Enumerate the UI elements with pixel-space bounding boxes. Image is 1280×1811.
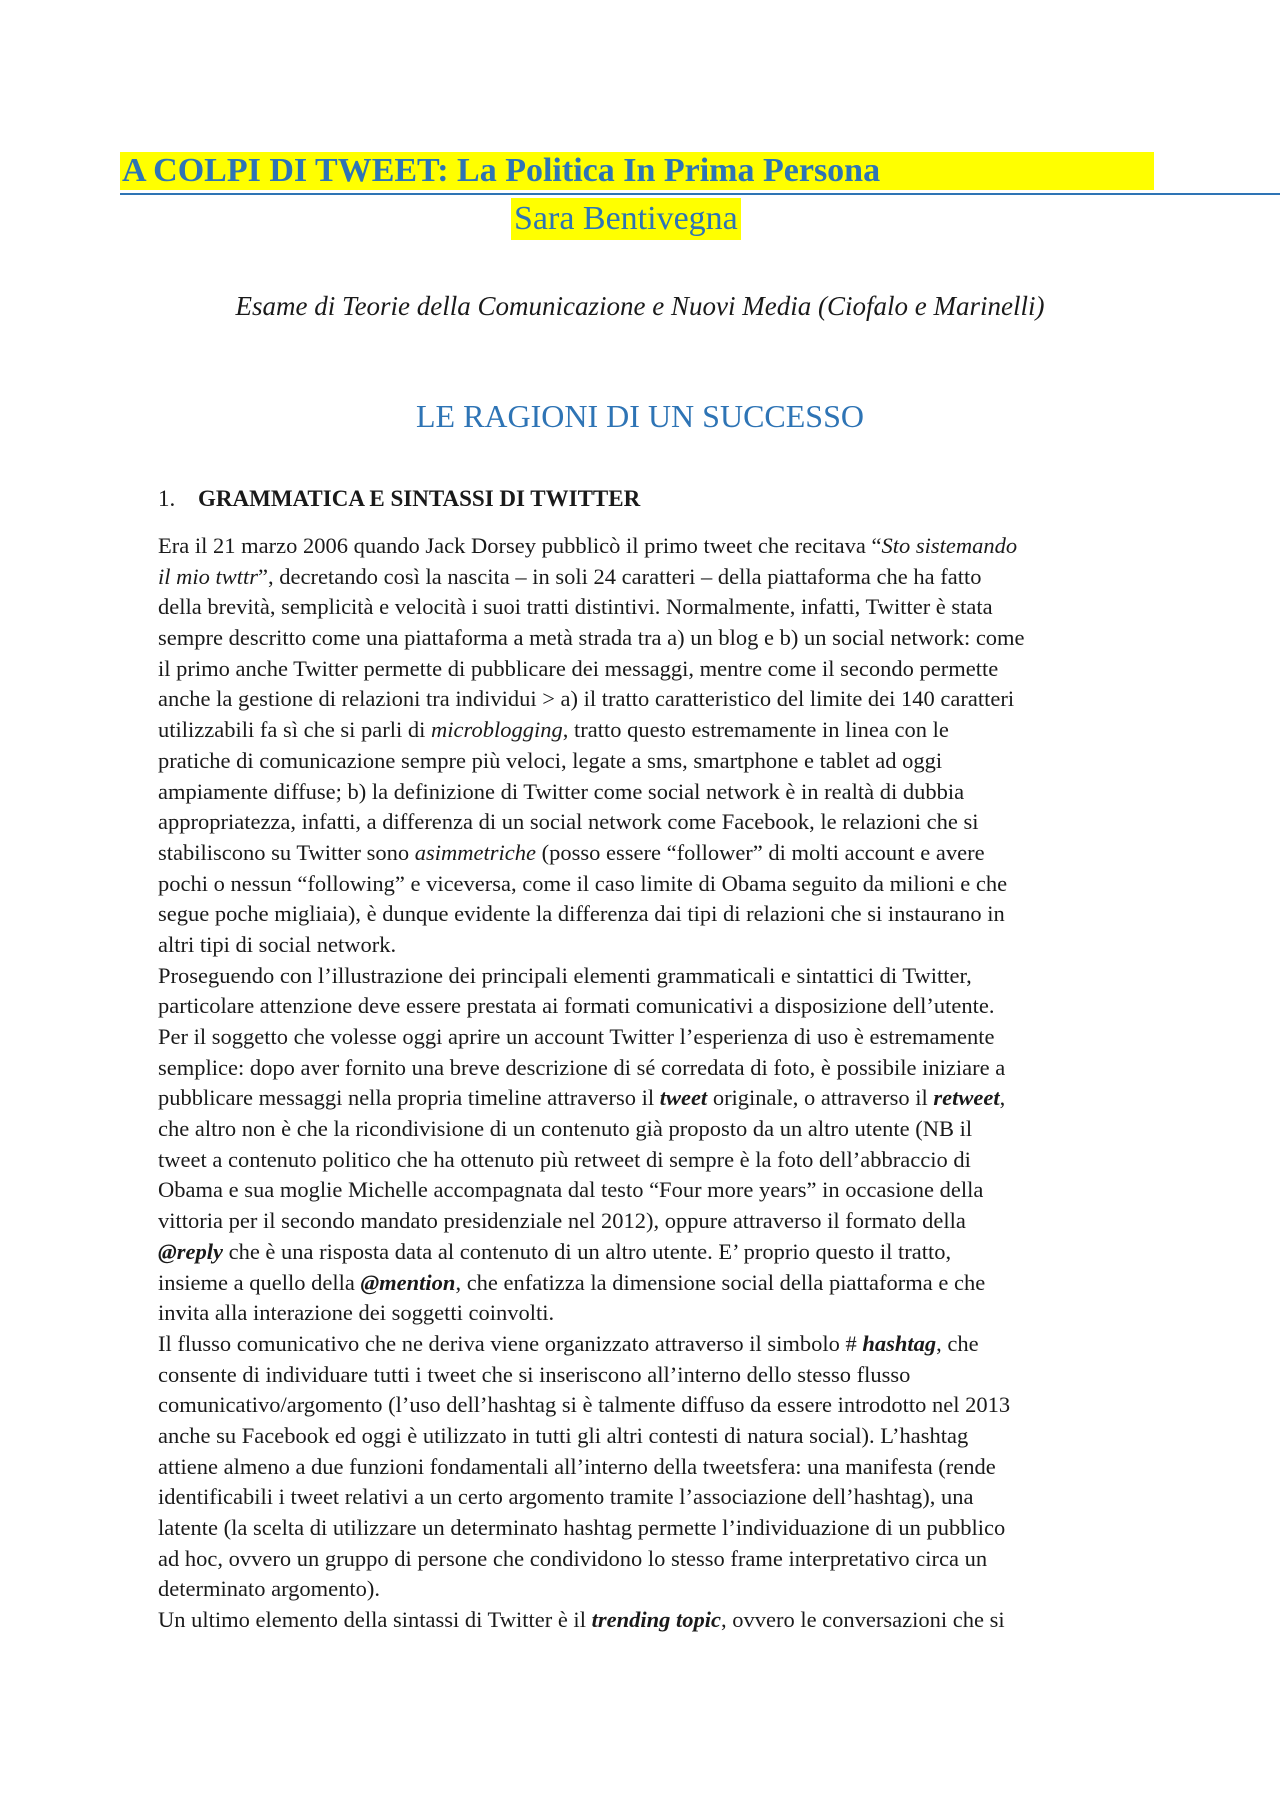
text-run: originale, o attraverso il: [707, 1085, 934, 1111]
text-run: attiene almeno a due funzioni fondamentali all’interno della tweetsfera: una manifesta (rende: [158, 1453, 996, 1479]
text-line: [158, 1482, 1158, 1513]
text-run: altri tipi di social network.: [158, 931, 397, 957]
text-run: semplice: dopo aver fornito una breve descrizione di sé corredata di foto, è possibile iniziare a: [158, 1054, 1006, 1080]
text-run: Sto sistemando: [881, 533, 1018, 558]
text-line: [158, 1544, 1158, 1575]
text-line: [158, 562, 1158, 593]
text-line: [158, 991, 1158, 1022]
text-line: [158, 592, 1158, 623]
text-line: [158, 1145, 1158, 1176]
text-line: [158, 899, 1158, 930]
text-run: @reply: [158, 1238, 223, 1264]
document-subtitle: Esame di Teorie della Comunicazione e Nuovi Media (Ciofalo e Marinelli): [235, 291, 1045, 321]
text-line: [158, 1390, 1158, 1421]
text-run: il mio twttr: [158, 563, 259, 589]
text-run: che altro non è che la ricondivisione di un contenuto già proposto da un altro utente (NB il: [158, 1116, 973, 1142]
document-title: A COLPI DI TWEET: La Politica In Prima Persona: [120, 152, 1154, 190]
text-run: trending topic: [591, 1607, 721, 1633]
text-line: [158, 531, 1158, 562]
text-run: (posso essere “follower” di molti account e avere: [536, 839, 985, 865]
text-line: [158, 1175, 1158, 1206]
heading-number: 1.: [158, 486, 176, 511]
text-run: asimmetriche: [414, 839, 536, 865]
text-line: [158, 1360, 1158, 1391]
text-line: [158, 869, 1158, 900]
text-run: hashtag: [862, 1330, 937, 1356]
section-heading: [158, 483, 640, 515]
text-run: segue poche migliaia), è dunque evidente la differenza dai tipi di relazioni che si instaurano in: [158, 901, 1005, 927]
text-run: appropriatezza, infatti, a differenza di un social network come Facebook, le relazioni che si: [158, 809, 979, 835]
text-run: comunicativo/argomento (l’uso dell’hashtag si è talmente diffuso da essere introdotto nel 2013: [158, 1392, 1011, 1418]
section-title: LE RAGIONI DI UN SUCCESSO: [415, 398, 864, 434]
text-run: ”, decretando così la nascita – in soli 24 caratteri – della piattaforma che ha fatto: [258, 563, 982, 589]
text-line: [158, 715, 1158, 746]
text-line: [158, 777, 1158, 808]
text-run: tweet: [659, 1085, 708, 1111]
text-run: Obama e sua moglie Michelle accompagnata dal testo “Four more years” in occasione della: [158, 1177, 984, 1203]
text-line: [158, 930, 1158, 961]
text-run: insieme a quello della: [158, 1269, 361, 1295]
text-line: [158, 1574, 1158, 1605]
text-run: , che enfatizza la dimensione social della piattaforma e che: [455, 1269, 986, 1295]
text-run: ad hoc, ovvero un gruppo di persone che condividono lo stesso frame interpretativo circa un: [158, 1545, 988, 1571]
text-run: Un ultimo elemento della sintassi di Twitter è il: [158, 1607, 592, 1633]
text-line: [158, 1114, 1158, 1145]
title-underline: [120, 193, 1280, 195]
text-line: [158, 1452, 1158, 1483]
text-line: [158, 1237, 1158, 1268]
text-run: , tratto questo estremamente in linea con le: [562, 717, 949, 743]
body-text: [158, 531, 1158, 1636]
text-run: @mention: [360, 1269, 456, 1295]
text-line: [158, 1329, 1158, 1360]
text-line: [158, 1083, 1158, 1114]
document-author: Sara Bentivegna: [511, 198, 741, 240]
text-line: [158, 1421, 1158, 1452]
text-run: ,: [999, 1085, 1006, 1111]
text-run: microblogging: [431, 717, 563, 743]
text-run: determinato argomento).: [158, 1576, 381, 1602]
text-line: [158, 1605, 1158, 1636]
text-line: [158, 623, 1158, 654]
text-line: [158, 1298, 1158, 1329]
text-run: retweet: [933, 1085, 1000, 1111]
text-run: vittoria per il secondo mandato presidenziale nel 2012), oppure attraverso il formato della: [158, 1208, 966, 1234]
text-run: che è una risposta data al contenuto di un altro utente. E’ proprio questo il tratto,: [222, 1238, 952, 1264]
text-run: Per il soggetto che volesse oggi aprire un account Twitter l’esperienza di uso è estremamente: [158, 1024, 995, 1049]
text-run: della brevità, semplicità e velocità i suoi tratti distintivi. Normalmente, infatti, Twitter è stata: [158, 594, 993, 620]
text-line: [158, 807, 1158, 838]
text-run: ampiamente diffuse; b) la definizione di Twitter come social network è in realtà di dubbia: [158, 778, 965, 804]
text-run: particolare attenzione deve essere prestata ai formati comunicativi a disposizione dell’utente.: [158, 993, 995, 1019]
text-run: , ovvero le conversazioni che si: [720, 1607, 1005, 1633]
text-run: Il flusso comunicativo che ne deriva viene organizzato attraverso il simbolo #: [158, 1330, 863, 1356]
text-run: pubblicare messaggi nella propria timeline attraverso il: [158, 1085, 660, 1111]
heading-text: GRAMMATICA E SINTASSI DI TWITTER: [198, 486, 641, 511]
text-run: anche su Facebook ed oggi è utilizzato in tutti gli altri contesti di natura social). L’hashtag: [158, 1422, 969, 1448]
text-line: [158, 961, 1158, 992]
text-run: , che: [936, 1330, 979, 1356]
text-run: il primo anche Twitter permette di pubblicare dei messaggi, mentre come il secondo permette: [158, 655, 999, 681]
text-run: anche la gestione di relazioni tra individui > a) il tratto caratteristico del limite dei 140 caratteri: [158, 686, 1015, 712]
text-line: [158, 1022, 1158, 1053]
text-run: Era il 21 marzo 2006 quando Jack Dorsey pubblicò il primo tweet che recitava “: [158, 533, 882, 558]
text-run: identificabili i tweet relativi a un certo argomento tramite l’associazione dell’hashtag), una: [158, 1484, 974, 1510]
text-line: [158, 1053, 1158, 1084]
text-run: pratiche di comunicazione sempre più veloci, legate a sms, smartphone e tablet ad oggi: [158, 747, 943, 773]
text-line: [158, 654, 1158, 685]
text-line: [158, 1268, 1158, 1299]
text-run: pochi o nessun “following” e viceversa, come il caso limite di Obama seguito da milioni e che: [158, 870, 1008, 896]
text-line: [158, 684, 1158, 715]
text-line: [158, 838, 1158, 869]
text-run: latente (la scelta di utilizzare un determinato hashtag permette l’individuazione di un pubblico: [158, 1515, 1006, 1540]
text-run: utilizzabili fa sì che si parli di: [158, 717, 432, 743]
text-run: tweet a contenuto politico che ha ottenuto più retweet di sempre è la foto dell’abbraccio di: [158, 1146, 971, 1172]
text-run: stabiliscono su Twitter sono: [158, 839, 415, 865]
title-row: [120, 152, 1280, 198]
text-run: consente di individuare tutti i tweet che si inseriscono all’interno dello stesso flusso: [158, 1361, 911, 1387]
text-line: [158, 746, 1158, 777]
text-run: sempre descritto come una piattaforma a metà strada tra a) un blog e b) un social network: come: [158, 625, 1025, 651]
text-line: [158, 1513, 1158, 1544]
text-line: [158, 1206, 1158, 1237]
text-run: Proseguendo con l’illustrazione dei principali elementi grammaticali e sintattici di Twitter,: [158, 962, 972, 988]
text-run: invita alla interazione dei soggetti coinvolti.: [158, 1300, 555, 1326]
